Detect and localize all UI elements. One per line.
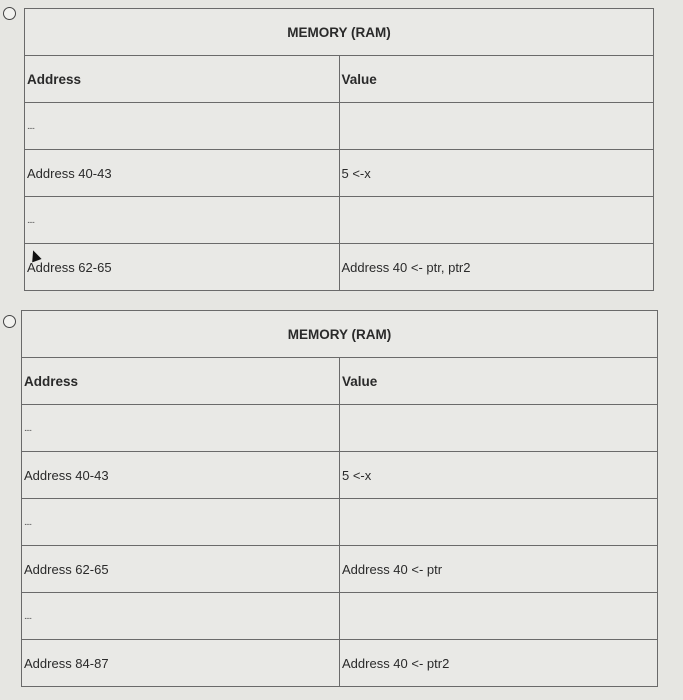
option-1-radio[interactable] (3, 7, 16, 20)
value-cell (340, 499, 658, 546)
address-column-header: Address (22, 358, 340, 405)
value-cell: 5 <-x (339, 150, 654, 197)
address-cell: Address 62-65 (22, 546, 340, 593)
option-1-memory-table (24, 8, 654, 291)
address-cell: Address 40-43 (22, 452, 340, 499)
table-row (25, 197, 654, 244)
address-cell: Address 84-87 (22, 640, 340, 687)
table-row (25, 150, 654, 197)
option-2-radio[interactable] (3, 315, 16, 328)
address-cell: Address 62-65 (25, 244, 340, 291)
address-cell: Address 40-43 (25, 150, 340, 197)
memory-table-title: MEMORY (RAM) (22, 311, 658, 358)
value-column-header: Value (339, 56, 654, 103)
address-cell: .... (22, 405, 340, 452)
address-cell: .... (25, 197, 340, 244)
address-cell: .... (25, 103, 340, 150)
table-row (22, 546, 658, 593)
address-cell: .... (22, 593, 340, 640)
table-row (22, 452, 658, 499)
table-row (25, 103, 654, 150)
table-row (22, 640, 658, 687)
value-cell: 5 <-x (340, 452, 658, 499)
value-cell (339, 197, 654, 244)
address-cell: .... (22, 499, 340, 546)
memory-table-title: MEMORY (RAM) (25, 9, 654, 56)
value-column-header: Value (340, 358, 658, 405)
address-column-header: Address (25, 56, 340, 103)
value-cell (340, 593, 658, 640)
table-row (22, 499, 658, 546)
table-row (25, 244, 654, 291)
value-cell: Address 40 <- ptr2 (340, 640, 658, 687)
value-cell: Address 40 <- ptr, ptr2 (339, 244, 654, 291)
table-row (22, 593, 658, 640)
table-row (22, 405, 658, 452)
option-2-memory-table (21, 310, 658, 687)
value-cell: Address 40 <- ptr (340, 546, 658, 593)
value-cell (339, 103, 654, 150)
value-cell (340, 405, 658, 452)
